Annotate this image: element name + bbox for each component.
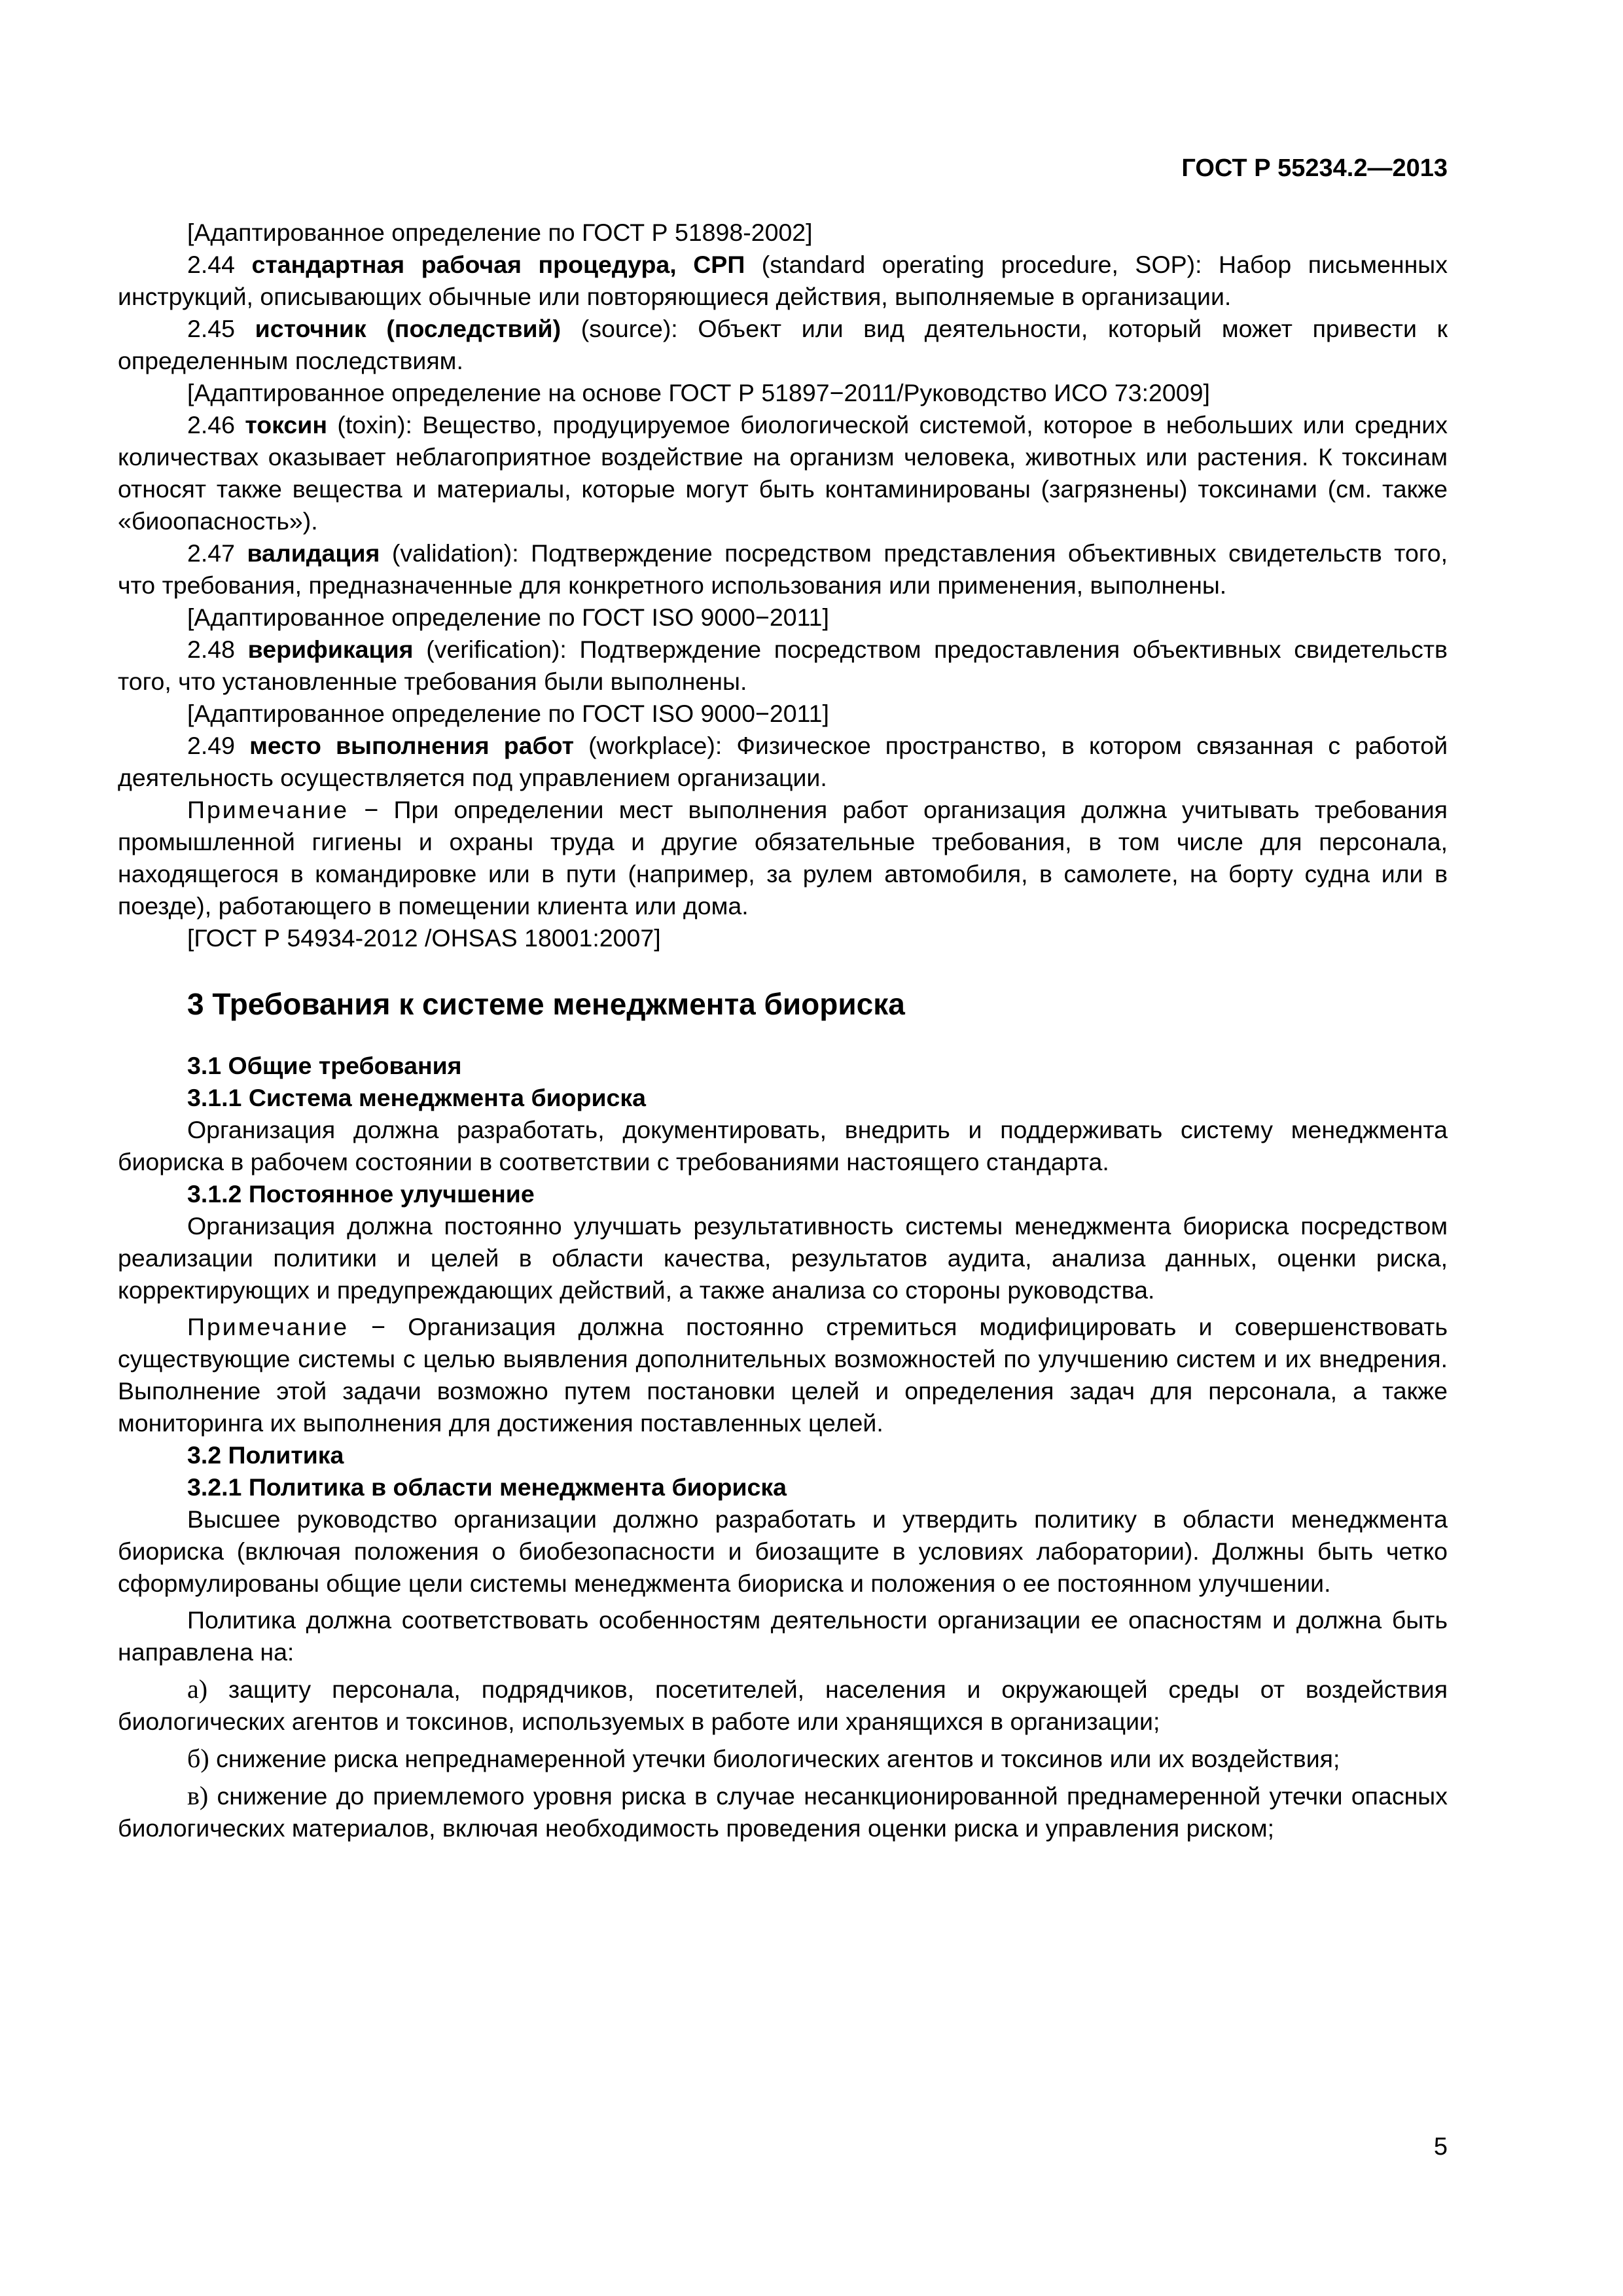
reference-note: [Адаптированное определение на основе ГОСТ Р 51897−2011/Руководство ИСО 73:2009] — [187, 379, 1210, 406]
term-title: место выполнения работ — [249, 732, 574, 759]
list-marker: в) — [187, 1781, 209, 1810]
subsection-heading: 3.1 Общие требования — [187, 1052, 462, 1079]
term-number: 2.48 — [187, 636, 235, 663]
note-label: Примечание — [187, 796, 349, 823]
term-2-45 — [118, 313, 1448, 377]
term-definition: (verification): Подтверждение посредством предоставления объективных свидетельств того, что установленные требования были выполнены. — [118, 636, 1448, 695]
list-item — [118, 1673, 1448, 1738]
list-marker: а) — [187, 1674, 208, 1704]
section-3-heading: 3 Требования к системе менеджмента биориска — [187, 987, 905, 1021]
term-2-48 — [118, 634, 1448, 698]
term-2-44 — [118, 249, 1448, 313]
subsection-heading: 3.1.1 Система менеджмента биориска — [187, 1084, 647, 1111]
term-title: верификация — [247, 636, 414, 663]
list-item — [118, 1780, 1448, 1844]
term-number: 2.46 — [187, 411, 235, 439]
list-item-text: снижение риска непреднамеренной утечки биологических агентов и токсинов или их воздействия; — [209, 1745, 1340, 1772]
note-text: − При определении мест выполнения работ организация должна учитывать требования промышленной гигиены и охраны труда и другие обязательные требования, в том числе для персонала, находящегося в командировке или в пути (например, за рулем автомобиля, в самолете, на борту судна или в поезде), работающего в помещении клиента или дома. — [118, 796, 1448, 920]
reference-note: [Адаптированное определение по ГОСТ ISO 9000−2011] — [187, 700, 829, 727]
term-number: 2.45 — [187, 315, 235, 342]
note-label: Примечание — [187, 1313, 349, 1340]
subsection-heading: 3.1.2 Постоянное улучшение — [187, 1180, 535, 1208]
term-2-47 — [118, 537, 1448, 601]
term-2-49 — [118, 730, 1448, 794]
term-title: валидация — [247, 539, 380, 567]
term-number: 2.49 — [187, 732, 235, 759]
term-definition: (toxin): Вещество, продуцируемое биологической системой, которое в небольших или средних количествах оказывает неблагоприятное воздействие на организм человека, животных или растения. К токсинам относят также вещества и материалы, которые могут быть контаминированы (загрязнены) токсинами (см. также «биоопасность»). — [118, 411, 1448, 535]
reference-note: [ГОСТ Р 54934-2012 /OHSAS 18001:2007] — [187, 924, 661, 952]
list-item — [118, 1742, 1448, 1775]
body-paragraph: Политика должна соответствовать особенностям деятельности организации ее опасностям и должна быть направлена на: — [118, 1606, 1448, 1666]
term-definition: (standard operating procedure, SOP): Набор письменных инструкций, описывающих обычные или повторяющиеся действия, выполняемые в организации. — [118, 251, 1448, 310]
note-text: − Организация должна постоянно стремиться модифицировать и совершенствовать существующие системы с целью выявления дополнительных возможностей по улучшению систем и их внедрения. Выполнение этой задачи возможно путем постановки целей и определения задач для персонала, а также мониторинга их выполнения для достижения поставленных целей. — [118, 1313, 1448, 1437]
body-paragraph: Организация должна разработать, документировать, внедрить и поддерживать систему менеджмента биориска в рабочем состоянии в соответствии с требованиями настоящего стандарта. — [118, 1116, 1448, 1175]
document-body — [118, 217, 1448, 1844]
term-definition: (workplace): Физическое пространство, в котором связанная с работой деятельность осуществляется под управлением организации. — [118, 732, 1448, 791]
reference-note: [Адаптированное определение по ГОСТ Р 51898-2002] — [187, 219, 813, 246]
note-paragraph — [118, 1311, 1448, 1439]
term-number: 2.44 — [187, 251, 235, 278]
list-item-text: защиту персонала, подрядчиков, посетителей, населения и окружающей среды от воздействия биологических агентов и токсинов, используемых в работе или хранящихся в организации; — [118, 1676, 1448, 1735]
subsection-heading: 3.2.1 Политика в области менеджмента биориска — [187, 1473, 787, 1501]
term-title: источник (последствий) — [255, 315, 562, 342]
page-number: 5 — [1433, 2133, 1448, 2161]
list-marker: б) — [187, 1744, 209, 1773]
note-paragraph — [118, 794, 1448, 922]
list-item-text: снижение до приемлемого уровня риска в случае несанкционированной преднамеренной утечки опасных биологических материалов, включая необходимость проведения оценки риска и управления риском; — [118, 1782, 1448, 1842]
term-definition: (validation): Подтверждение посредством представления объективных свидетельств того, что требования, предназначенные для конкретного использования или применения, выполнены. — [118, 539, 1448, 599]
reference-note: [Адаптированное определение по ГОСТ ISO 9000−2011] — [187, 603, 829, 631]
body-paragraph: Высшее руководство организации должно разработать и утвердить политику в области менеджмента биориска (включая положения о биобезопасности и биозащите в условиях лаборатории). Должны быть четко сформулированы общие цели системы менеджмента биориска и положения о ее постоянном улучшении. — [118, 1505, 1448, 1597]
term-number: 2.47 — [187, 539, 235, 567]
term-title: токсин — [245, 411, 327, 439]
document-code-header: ГОСТ Р 55234.2—2013 — [1181, 154, 1448, 182]
term-title: стандартная рабочая процедура, СРП — [251, 251, 745, 278]
body-paragraph: Организация должна постоянно улучшать результативность системы менеджмента биориска посредством реализации политики и целей в области качества, результатов аудита, анализа данных, оценки риска, корректирующих и предупреждающих действий, а также анализа со стороны руководства. — [118, 1212, 1448, 1304]
term-2-46 — [118, 409, 1448, 537]
subsection-heading: 3.2 Политика — [187, 1441, 344, 1469]
term-definition: (source): Объект или вид деятельности, который может привести к определенным последствиям. — [118, 315, 1448, 374]
